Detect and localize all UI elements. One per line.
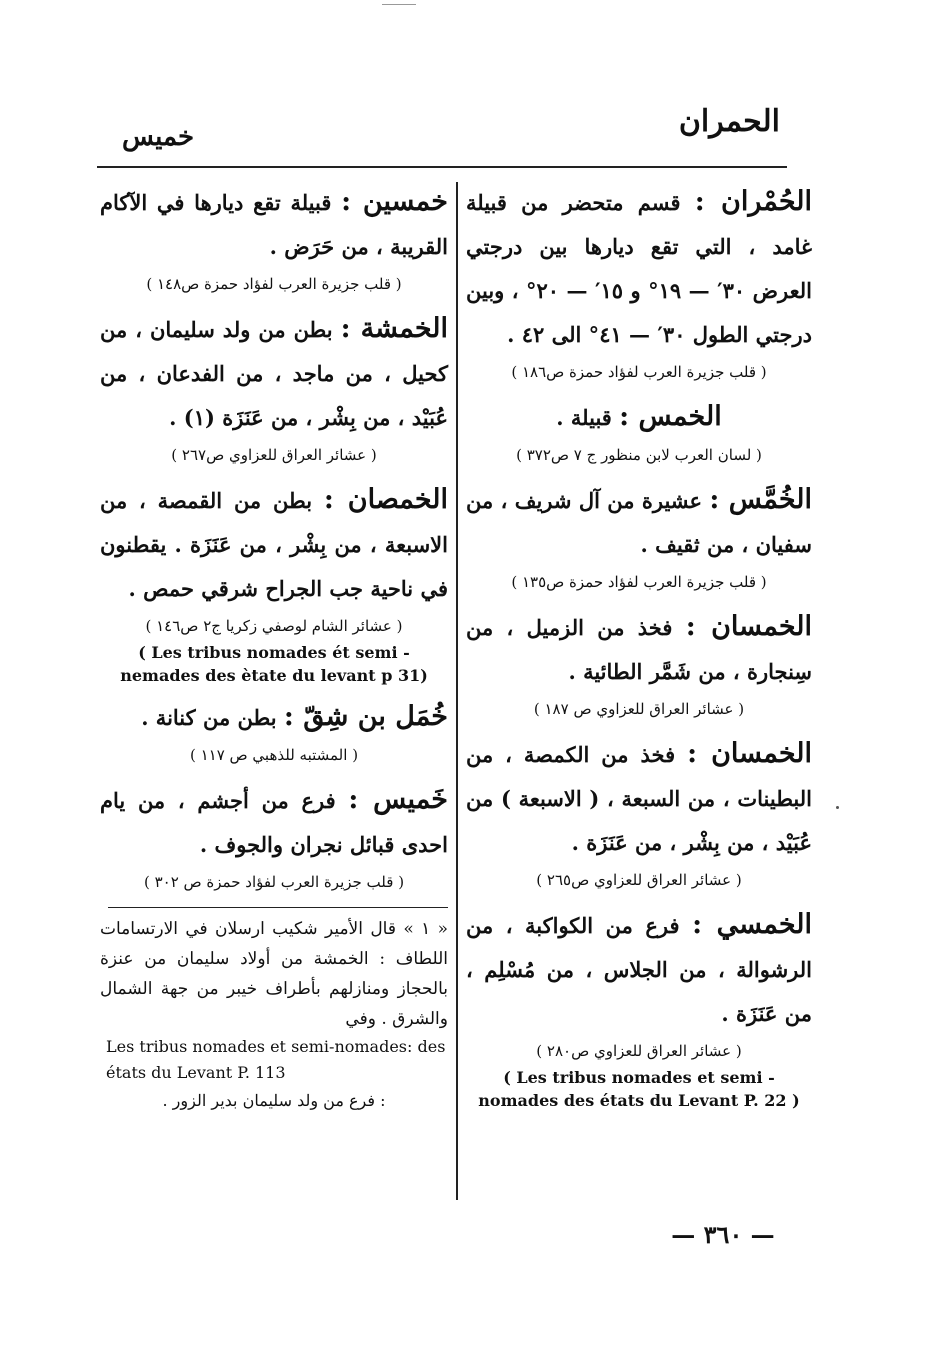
entry-body: قبيلة تقع ديارها في الآكام القريبة ، من حَرَض . bbox=[100, 190, 448, 259]
entry-latin-reference: ( Les tribus nomades et semi - nomades des états du Levant P. 22 ) bbox=[478, 1068, 800, 1110]
entry-headword: الخمس : bbox=[619, 401, 722, 432]
entry-source: ( لسان العرب لابن منظور ج ٧ ص٣٧٢ ) bbox=[516, 446, 762, 464]
entry-khamsan-3 bbox=[100, 478, 448, 687]
entry-latin-reference: ( Les tribus nomades ét semi - nemades des ètate du levant p 31) bbox=[120, 643, 428, 685]
scan-speck bbox=[836, 806, 839, 809]
entry-khamsin bbox=[100, 180, 448, 299]
entry-body: بطن من كنانة . bbox=[141, 705, 277, 730]
entry-source: ( عشائر العراق للعزاوي ص ١٨٧ ) bbox=[533, 700, 745, 718]
entry-source: ( قلب جزيرة العرب لفؤاد حمزة ص ٣٠٢ ) bbox=[143, 873, 405, 891]
entry-source: ( قلب جزيرة العرب لفؤاد حمزة ص١٣٥ ) bbox=[511, 573, 767, 591]
entry-headword: الخمشة : bbox=[340, 313, 448, 344]
entry-khamsha bbox=[100, 307, 448, 470]
right-column bbox=[466, 180, 812, 1120]
entry-khamsi bbox=[466, 903, 812, 1112]
entry-headword: الخمسان : bbox=[685, 611, 813, 642]
entry-source: ( عشائر العراق للعزاوي ص٢٨٠ ) bbox=[536, 1042, 742, 1060]
entry-headword: الخمسان : bbox=[687, 738, 812, 769]
entry-source: ( قلب جزيرة العرب لفؤاد حمزة ص١٤٨ ) bbox=[146, 275, 402, 293]
entry-source: ( عشائر العراق للعزاوي ص٢٦٥ ) bbox=[536, 871, 742, 889]
footnote-latin-reference: Les tribus nomades et semi-nomades: des états du Levant P. 113 bbox=[106, 1037, 446, 1082]
entry-body: فخذ من الكمصة ، من البطينات ، من السبعة ، ( الاسبعة ) من عُبَيْد ، من بِشْر ، من عَنَزَة . bbox=[466, 742, 812, 855]
entry-body: عشيرة من آل شريف ، من سفيان ، من ثقيف . bbox=[466, 488, 812, 557]
entry-source: ( عشائر الشام لوصفي زكريا ج٢ ص١٤٦ ) bbox=[145, 617, 403, 635]
entry-headword: خَميس : bbox=[348, 784, 448, 815]
entry-body: قسم متحضر من قبيلة غامد ، التي تقع ديارها بين درجتي العرض ٣٠′ — ١٩° و ١٥′ — ٢٠° ، وبين درجتي الطول ٣٠′ — ٤١° الى ٤٢ . bbox=[466, 190, 812, 347]
entry-khums bbox=[466, 395, 812, 470]
page-number: — ٣٦٠ — bbox=[671, 1220, 775, 1249]
entry-body: فرع من الكواكبة ، من الرشوالة ، من الجلاس ، من مُسْلِم ، من عَنَزَة . bbox=[466, 913, 812, 1026]
entry-body: بطن من ولد سليمان ، من كحيل ، من ماجد ، من الفدعان ، من عُبَيْد ، من بِشْر ، من عَنَزَة (١) . bbox=[100, 317, 448, 430]
entry-khamsan-2 bbox=[466, 732, 812, 895]
header-rule bbox=[97, 166, 787, 168]
entry-source: ( المشتبه للذهبي ص ١١٧ ) bbox=[189, 746, 359, 764]
entry-humran bbox=[466, 180, 812, 387]
entry-body: فرع من أجشم ، من يام احدى قبائل نجران والجوف . bbox=[100, 788, 448, 857]
running-head-right: الحمران bbox=[678, 104, 780, 139]
entry-khummas bbox=[466, 478, 812, 597]
left-column bbox=[100, 180, 448, 1116]
entry-headword: خمسين : bbox=[341, 186, 448, 217]
footnote-end: : فرع من ولد سليمان بدير الزور . bbox=[162, 1091, 386, 1110]
entry-source: ( قلب جزيرة العرب لفؤاد حمزة ص١٨٦ ) bbox=[511, 363, 767, 381]
footnote-rule bbox=[108, 907, 448, 908]
page-top-mark bbox=[382, 4, 416, 5]
entry-headword: الخُمَّس : bbox=[709, 484, 812, 515]
entry-body: قبيلة . bbox=[556, 405, 612, 430]
entry-body: بطن من القمصة ، من الاسبعة ، من بِشْر ، من عَنَزَة . يقطنون في ناحية جب الجراح شرقي حمص . bbox=[100, 488, 448, 601]
running-head-left: خميس bbox=[122, 122, 195, 152]
entry-headword: الحُمْران : bbox=[694, 186, 812, 217]
column-divider bbox=[456, 182, 458, 1200]
entry-khamis bbox=[100, 778, 448, 897]
entry-khamsan-1 bbox=[466, 605, 812, 724]
entry-body: فخذ من الزميل ، من سِنجارة ، من شَمَّر الطائية . bbox=[466, 615, 812, 684]
entry-khumal bbox=[100, 695, 448, 770]
entry-headword: الخمسي : bbox=[692, 909, 812, 940]
entry-source: ( عشائر العراق للعزاوي ص٢٦٧ ) bbox=[171, 446, 377, 464]
entry-headword: الخمصان : bbox=[323, 484, 449, 515]
page-header bbox=[100, 104, 790, 164]
footnote-text: « ١ » قال الأمير شكيب ارسلان في الارتسامات اللطاف : الخمشة من أولاد سليمان من عنزة بالحجاز ومنازلهم بأطراف خيبر من جهة الشمال والشرق . وفي bbox=[100, 919, 448, 1029]
entry-headword: خُمَل بن شِقّ : bbox=[283, 701, 448, 732]
